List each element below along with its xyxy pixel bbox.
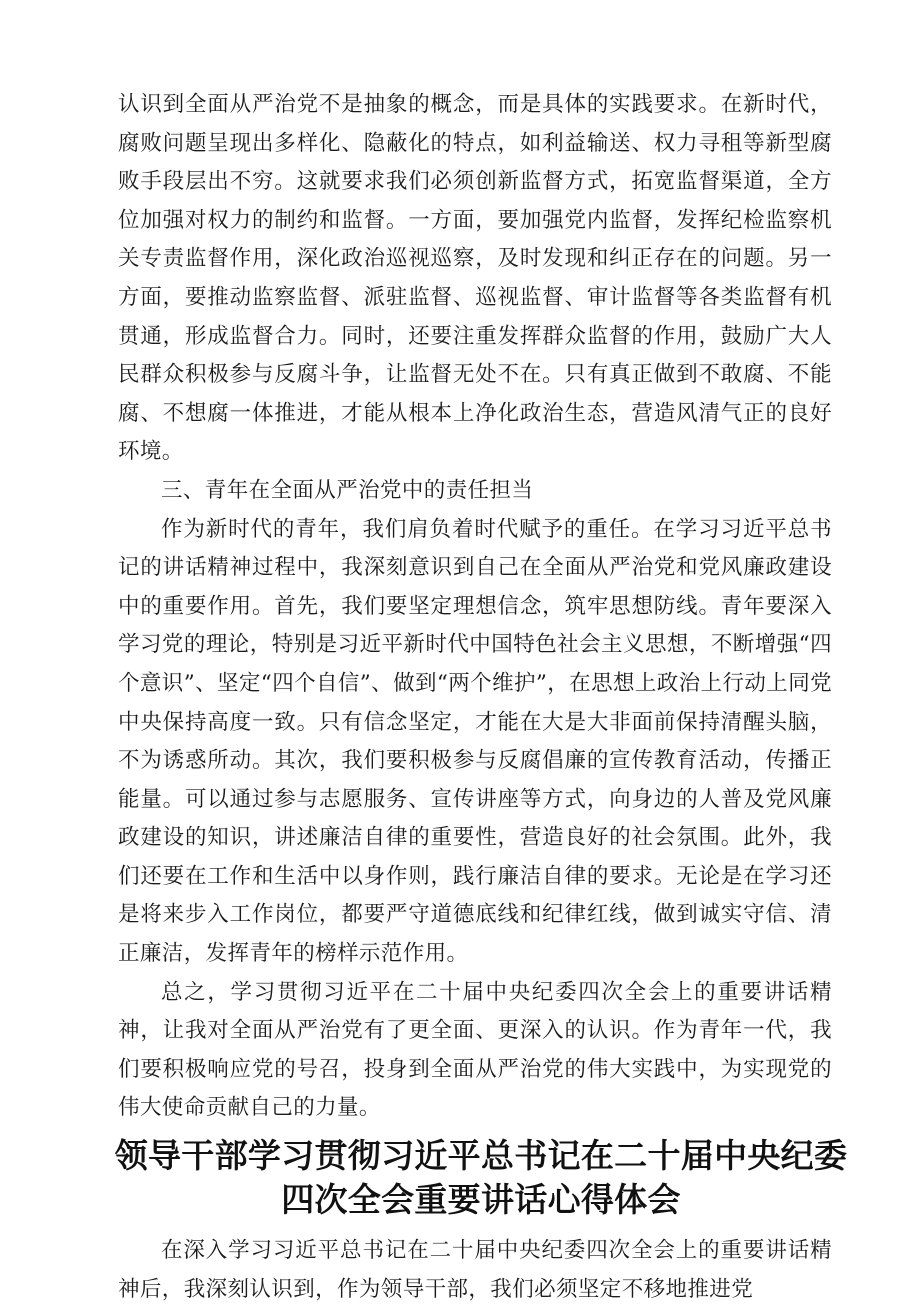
article-title-line-2: 四次全会重要讲话心得体会 [281,1180,681,1220]
article-title-line-1: 领导干部学习贯彻习近平总书记在二十届中央纪委 [114,1136,848,1176]
paragraph-body-2: 作为新时代的青年，我们肩负着时代赋予的重任。在学习习近平总书记的讲话精神过程中，我深刻意识到自己在全面从严治党和党风廉政建设中的重要作用。首先，我们要坚定理想信念，筑牢思想防线。青年要深入学习党的理论，特别是习近平新时代中国特色社会主义思想，不断增强“四个意识”、坚定“四个自信”、做到“两个维护”，在思想上政治上行动上同党中央保持高度一致。只有信念坚定，才能在大是大非面前保持清醒头脑，不为诱惑所动。其次，我们要积极参与反腐倡廉的宣传教育活动，传播正能量。可以通过参与志愿服务、宣传讲座等方式，向身边的人普及党风廉政建设的知识，讲述廉洁自律的重要性，营造良好的社会氛围。此外，我们还要在工作和生活中以身作则，践行廉洁自律的要求。无论是在学习还是将来步入工作岗位，都要严守道德底线和纪律红线，做到诚实守信、清正廉洁，发挥青年的榜样示范作用。 [118,516,832,967]
paragraph-article2-1: 在深入学习习近平总书记在二十届中央纪委四次全会上的重要讲话精神后，我深刻认识到，作为领导干部，我们必须坚定不移地推进党 [118,1238,832,1302]
paragraph-body-1: 认识到全面从严治党不是抽象的概念，而是具体的实践要求。在新时代，腐败问题呈现出多样化、隐蔽化的特点，如利益输送、权力寻租等新型腐败手段层出不穷。这就要求我们必须创新监督方式，拓宽监督渠道，全方位加强对权力的制约和监督。一方面，要加强党内监督，发挥纪检监察机关专责监督作用，深化政治巡视巡察，及时发现和纠正存在的问题。另一方面，要推动监察监督、派驻监督、巡视监督、审计监督等各类监督有机贯通，形成监督合力。同时，还要注重发挥群众监督的作用，鼓励广大人民群众积极参与反腐斗争，让监督无处不在。只有真正做到不敢腐、不能腐、不想腐一体推进，才能从根本上净化政治生态，营造风清气正的良好环境。 [118,92,832,465]
section-heading-3: 三、青年在全面从严治党中的责任担当 [161,477,534,503]
article-title [110,1134,852,1222]
paragraph-body-3: 总之，学习贯彻习近平在二十届中央纪委四次全会上的重要讲话精神，让我对全面从严治党有了更全面、更深入的认识。作为青年一代，我们要积极响应党的号召，投身到全面从严治党的伟大实践中，为实现党的伟大使命贡献自己的力量。 [118,979,832,1121]
